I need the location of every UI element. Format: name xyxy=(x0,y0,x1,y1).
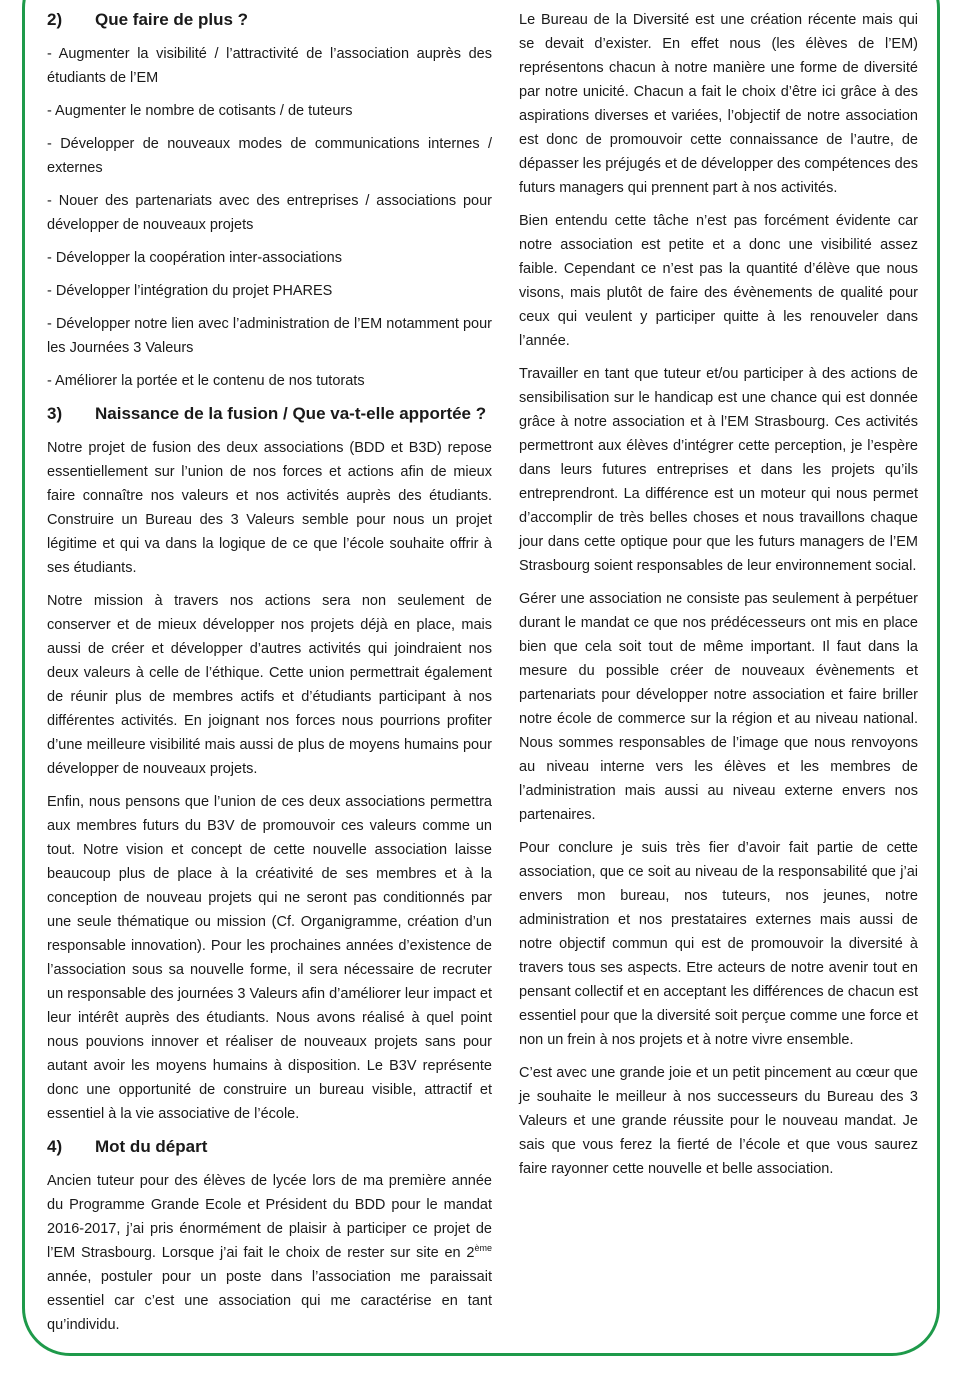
section-title: Mot du départ xyxy=(95,1137,208,1156)
paragraph: Bien entendu cette tâche n’est pas forcément évidente car notre association est petite et a donc une visibilité assez faible. Cependant ce n’est pas la quantité d’élève que nous visons, mais plutôt de faire des évènements de qualité pour ceux qui veulent y participer quitte à les renouveler dans l’année. xyxy=(519,213,918,349)
section-title: Naissance de la fusion / Que va-t-elle apportée ? xyxy=(95,404,487,423)
superscript: ème xyxy=(474,1243,492,1254)
paragraph-text: Ancien tuteur pour des élèves de lycée lors de ma première année du Programme Grande Ecole et Président du BDD pour le mandat 2016-2017, j’ai pris énormément de plaisir à participer ce projet de l’EM Strasbourg. Lorsque j’ai fait le choix de rester sur site en 2 xyxy=(47,1173,492,1261)
list-item: - Nouer des partenariats avec des entreprises / associations pour développer de nouveaux projets xyxy=(47,193,492,233)
list-item: - Améliorer la portée et le contenu de nos tutorats xyxy=(47,373,365,389)
list-item: - Développer la coopération inter-associations xyxy=(47,250,342,266)
list-item: - Développer l’intégration du projet PHARES xyxy=(47,283,333,299)
section-heading-3 xyxy=(47,402,492,426)
paragraph-text: année, postuler pour un poste dans l’association me paraissait essentiel car c’est une association qui me caractérise en tant qu’individu. xyxy=(47,1269,492,1333)
section-number: 2) xyxy=(47,10,63,29)
section-number: 3) xyxy=(47,404,63,423)
paragraph: Notre mission à travers nos actions sera non seulement de conserver et de mieux développer nos projets déjà en place, mais aussi de créer et développer d’autres activités qui joindraient nos deux valeurs à celle de l’éthique. Cette union permettrait également de réunir plus de membres actifs et d’étudiants participant à nos différentes activités. En joignant nos forces nous pourrions profiter d’une meilleure visibilité mais aussi de plus de moyens humains pour développer de nouveaux projets. xyxy=(47,593,492,777)
paragraph: Travailler en tant que tuteur et/ou participer à des actions de sensibilisation sur le handicap est une chance qui est donnée grâce à notre association et à l’EM Strasbourg. Ces activités permettront aux élèves d’intégrer cette perception, je l’espère dans leurs futures entreprises et dans les projets qu’ils entreprendront. La différence est un moteur qui nous permet d’accomplir de très belles choses et nous travaillons chaque jour dans cette optique pour que les futurs managers de l’EM Strasbourg soient responsables de leur environnement social. xyxy=(519,366,918,574)
paragraph xyxy=(47,1169,492,1337)
list-item: - Augmenter le nombre de cotisants / de tuteurs xyxy=(47,103,353,119)
paragraph: Le Bureau de la Diversité est une création récente mais qui se devait d’exister. En effet nous (les élèves de l’EM) représentons chacun à notre manière une forme de diversité par notre unicité. Chacun a fait le choix d’être ici grâce à des aspirations diverses et variées, l’objectif de notre association est donc de promouvoir cette connaissance de l’autre, de dépasser les préjugés et de développer des compétences des futurs managers qui prennent part à nos activités. xyxy=(519,12,919,196)
paragraph: Notre projet de fusion des deux associations (BDD et B3D) repose essentiellement sur l’union de nos forces et actions afin de mieux faire connaître nos valeurs et nos activités auprès des étudiants. Construire un Bureau des 3 Valeurs semble pour nous un projet légitime et qui va dans la logique de ce que l’école souhaite offrir à ses étudiants. xyxy=(47,440,492,576)
left-column xyxy=(47,8,492,1346)
section-number: 4) xyxy=(47,1137,63,1156)
section-title: Que faire de plus ? xyxy=(95,10,249,29)
paragraph: Enfin, nous pensons que l’union de ces deux associations permettra aux membres futurs du B3V de promouvoir ces valeurs comme un tout. Notre vision et concept de cette nouvelle association laisse beaucoup plus de place à la créativité de ses membres et à la conception de nouveau projets qui ne seront pas conditionnés par une seule thématique ou mission (Cf. Organigramme, création d’un responsable innovation). Pour les prochaines années d’existence de l’association sous sa nouvelle forme, il sera nécessaire de recruter un responsable des journées 3 Valeurs afin d’améliorer leur impact et leur intérêt auprès des étudiants. Nous avons réalisé à quel point nous pouvions innover et réaliser de nouveaux projets sans pour autant avoir les moyens humains à disposition. Le B3V représente donc une opportunité de construire un bureau visible, attractif et essentiel à la vie associative de l’école. xyxy=(47,794,492,1122)
paragraph: C’est avec une grande joie et un petit pincement au cœur que je souhaite le meilleur à nos successeurs du Bureau des 3 Valeurs et une grande réussite pour le nouveau mandat. Je sais que vous ferez la fierté de l’école et que vous saurez faire rayonner cette nouvelle et belle association. xyxy=(519,1065,918,1177)
paragraph: Pour conclure je suis très fier d’avoir fait partie de cette association, que ce soit au niveau de la responsabilité que j’ai envers mon bureau, nos tuteurs, nos jeunes, notre administration et nos prestataires externes mais aussi de notre objectif commun qui est de promouvoir la diversité à travers tous ses aspects. Etre acteurs de notre avenir tout en pensant collectif et en acceptant les différences de chacun est essentiel pour que la diversité soit perçue comme une force et non un frein à nos projets et à notre vivre ensemble. xyxy=(519,840,918,1048)
list-item: - Développer de nouveaux modes de communications internes / externes xyxy=(47,136,492,176)
section-heading-4 xyxy=(47,1135,492,1159)
paragraph: Gérer une association ne consiste pas seulement à perpétuer durant le mandat ce que nos prédécesseurs ont mis en place bien que cela soit tout de même important. Il faut dans la mesure du possible créer de nouveaux évènements et partenariats pour développer notre association et faire briller notre école de commerce sur la région et au niveau national. Nous sommes responsables de l’image que nous renvoyons au niveau interne vers les élèves et les membres de l’administration mais aussi au niveau externe envers nos partenaires. xyxy=(519,591,918,823)
list-item: - Augmenter la visibilité / l’attractivité de l’association auprès des étudiants de l’EM xyxy=(47,46,492,86)
section-heading-2 xyxy=(47,8,492,32)
right-column xyxy=(519,8,918,1190)
list-item: - Développer notre lien avec l’administration de l’EM notamment pour les Journées 3 Valeurs xyxy=(47,316,492,356)
